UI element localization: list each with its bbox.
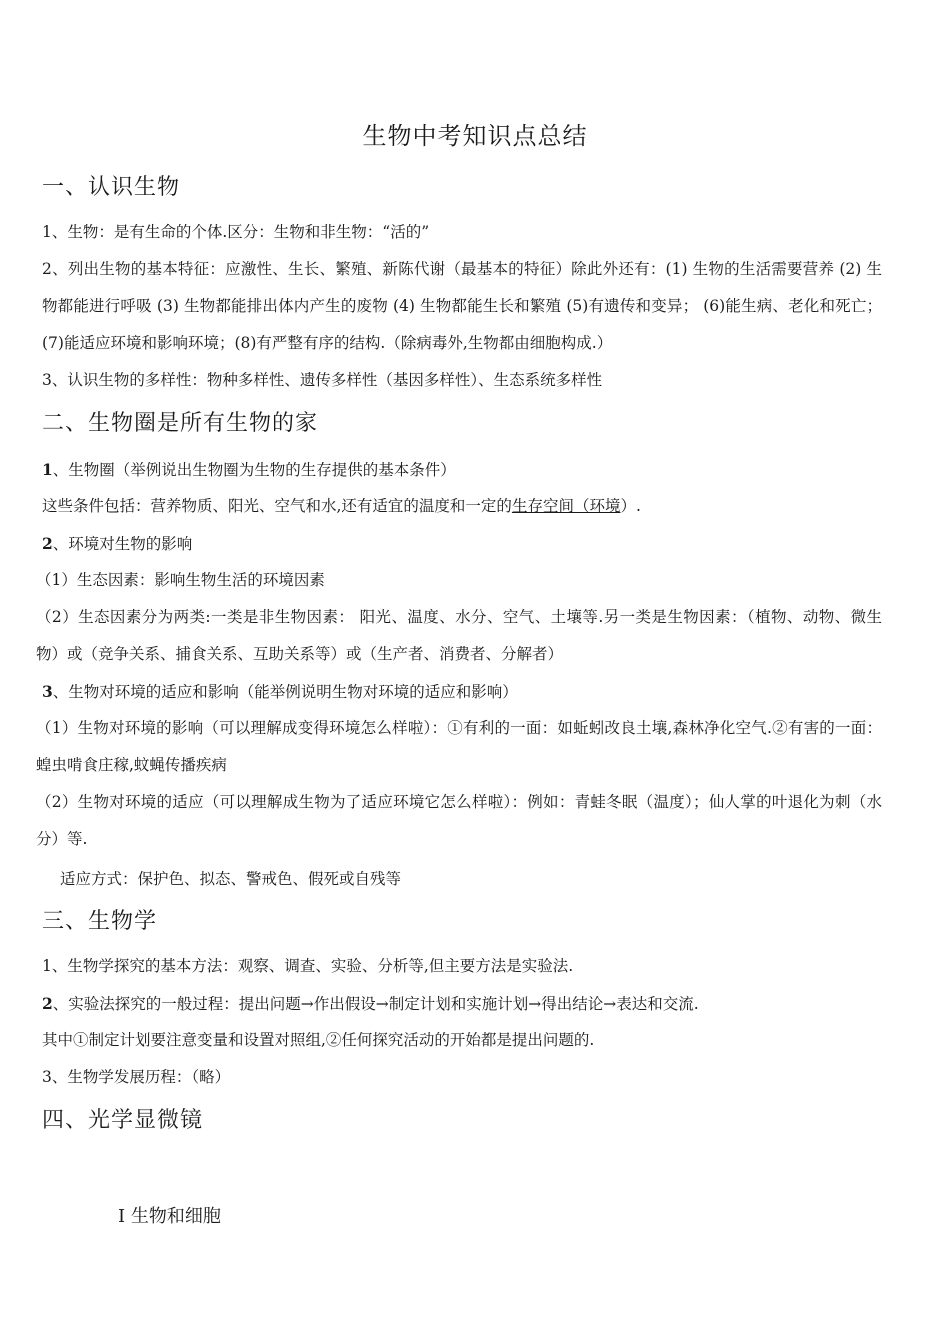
s2-p3-number: 2 bbox=[42, 534, 53, 553]
s2-p2-a: 这些条件包括：营养物质、阳光、空气和水,还有适宜的温度和一定的 bbox=[42, 497, 512, 515]
s2-paragraph-6 bbox=[42, 673, 912, 711]
section-4-heading: 四、光学显微镜 bbox=[42, 1108, 204, 1133]
s2-p3-text: 、环境对生物的影响 bbox=[52, 535, 193, 553]
s1-paragraph-1: 1、生物：是有生命的个体.区分：生物和非生物：“活的” bbox=[42, 223, 430, 241]
s2-p6-text: 、生物对环境的适应和影响（能举例说明生物对环境的适应和影响） bbox=[52, 683, 518, 701]
s2-paragraph-1 bbox=[42, 451, 912, 489]
s2-paragraph-9: 适应方式：保护色、拟态、警戒色、假死或自残等 bbox=[60, 870, 402, 888]
document-title: 生物中考知识点总结 bbox=[362, 122, 588, 150]
s2-p6-number: 3 bbox=[42, 682, 53, 701]
s2-p2-b: ）. bbox=[620, 497, 641, 515]
s2-paragraph-5: （2）生态因素分为两类:一类是非生物因素： 阳光、温度、水分、空气、土壤等.另一类是生物因素：（植物、动物、微生物）或（竞争关系、捕食关系、互助关系等）或（生产者、消费者、分解者） bbox=[36, 608, 882, 663]
s1-paragraph-3: 3、认识生物的多样性：物种多样性、遗传多样性（基因多样性）、生态系统多样性 bbox=[42, 371, 603, 389]
section-1-heading: 一、认识生物 bbox=[42, 175, 181, 200]
s3-paragraph-4: 3、生物学发展历程：（略） bbox=[42, 1068, 231, 1086]
s3-p2-text: 、实验法探究的一般过程：提出问题→作出假设→制定计划和实施计划→得出结论→表达和交流. bbox=[52, 995, 699, 1013]
section-3-heading: 三、生物学 bbox=[42, 909, 158, 934]
s1-paragraph-2: 2、列出生物的基本特征：应激性、生长、繁殖、新陈代谢（最基本的特征）除此外还有：(1) 生物的生活需要营养 (2) 生物都能进行呼吸 (3) 生物都能排出体内产生的废物 (4) 生物都能生长和繁殖 (5)有遗传和变异； (6)能生病、老化和死亡； (7)能适应环境和影响环境；(8)有严整有序的结构.（除病毒外,生物都由细胞构成.） bbox=[42, 260, 882, 352]
s3-paragraph-1: 1、生物学探究的基本方法：观察、调查、实验、分析等,但主要方法是实验法. bbox=[42, 957, 574, 975]
subsection-heading: Ⅰ 生物和细胞 bbox=[118, 1206, 221, 1227]
s3-p2-number: 2 bbox=[42, 994, 53, 1013]
s2-p1-number: 1 bbox=[42, 460, 53, 479]
s2-p1-text: 、生物圈（举例说出生物圈为生物的生存提供的基本条件） bbox=[52, 461, 456, 479]
s2-paragraph-8: （2）生物对环境的适应（可以理解成生物为了适应环境它怎么样啦）：例如：青蛙冬眠（温度）；仙人掌的叶退化为刺（水分）等. bbox=[36, 793, 882, 848]
s3-paragraph-3: 其中①制定计划要注意变量和设置对照组,②任何探究活动的开始都是提出问题的. bbox=[42, 1031, 595, 1049]
s3-paragraph-2 bbox=[42, 985, 912, 1023]
s2-paragraph-3 bbox=[42, 525, 912, 563]
s2-paragraph-4: （1）生态因素：影响生物生活的环境因素 bbox=[36, 571, 325, 589]
s2-paragraph-2 bbox=[42, 488, 912, 525]
section-2-heading: 二、生物圈是所有生物的家 bbox=[42, 411, 319, 436]
s2-paragraph-7: （1）生物对环境的影响（可以理解成变得环境怎么样啦）：①有利的一面：如蚯蚓改良土壤,森林净化空气.②有害的一面：蝗虫啃食庄稼,蚊蝇传播疾病 bbox=[36, 719, 882, 774]
s2-p2-underlined: 生存空间（环境 bbox=[511, 497, 621, 515]
